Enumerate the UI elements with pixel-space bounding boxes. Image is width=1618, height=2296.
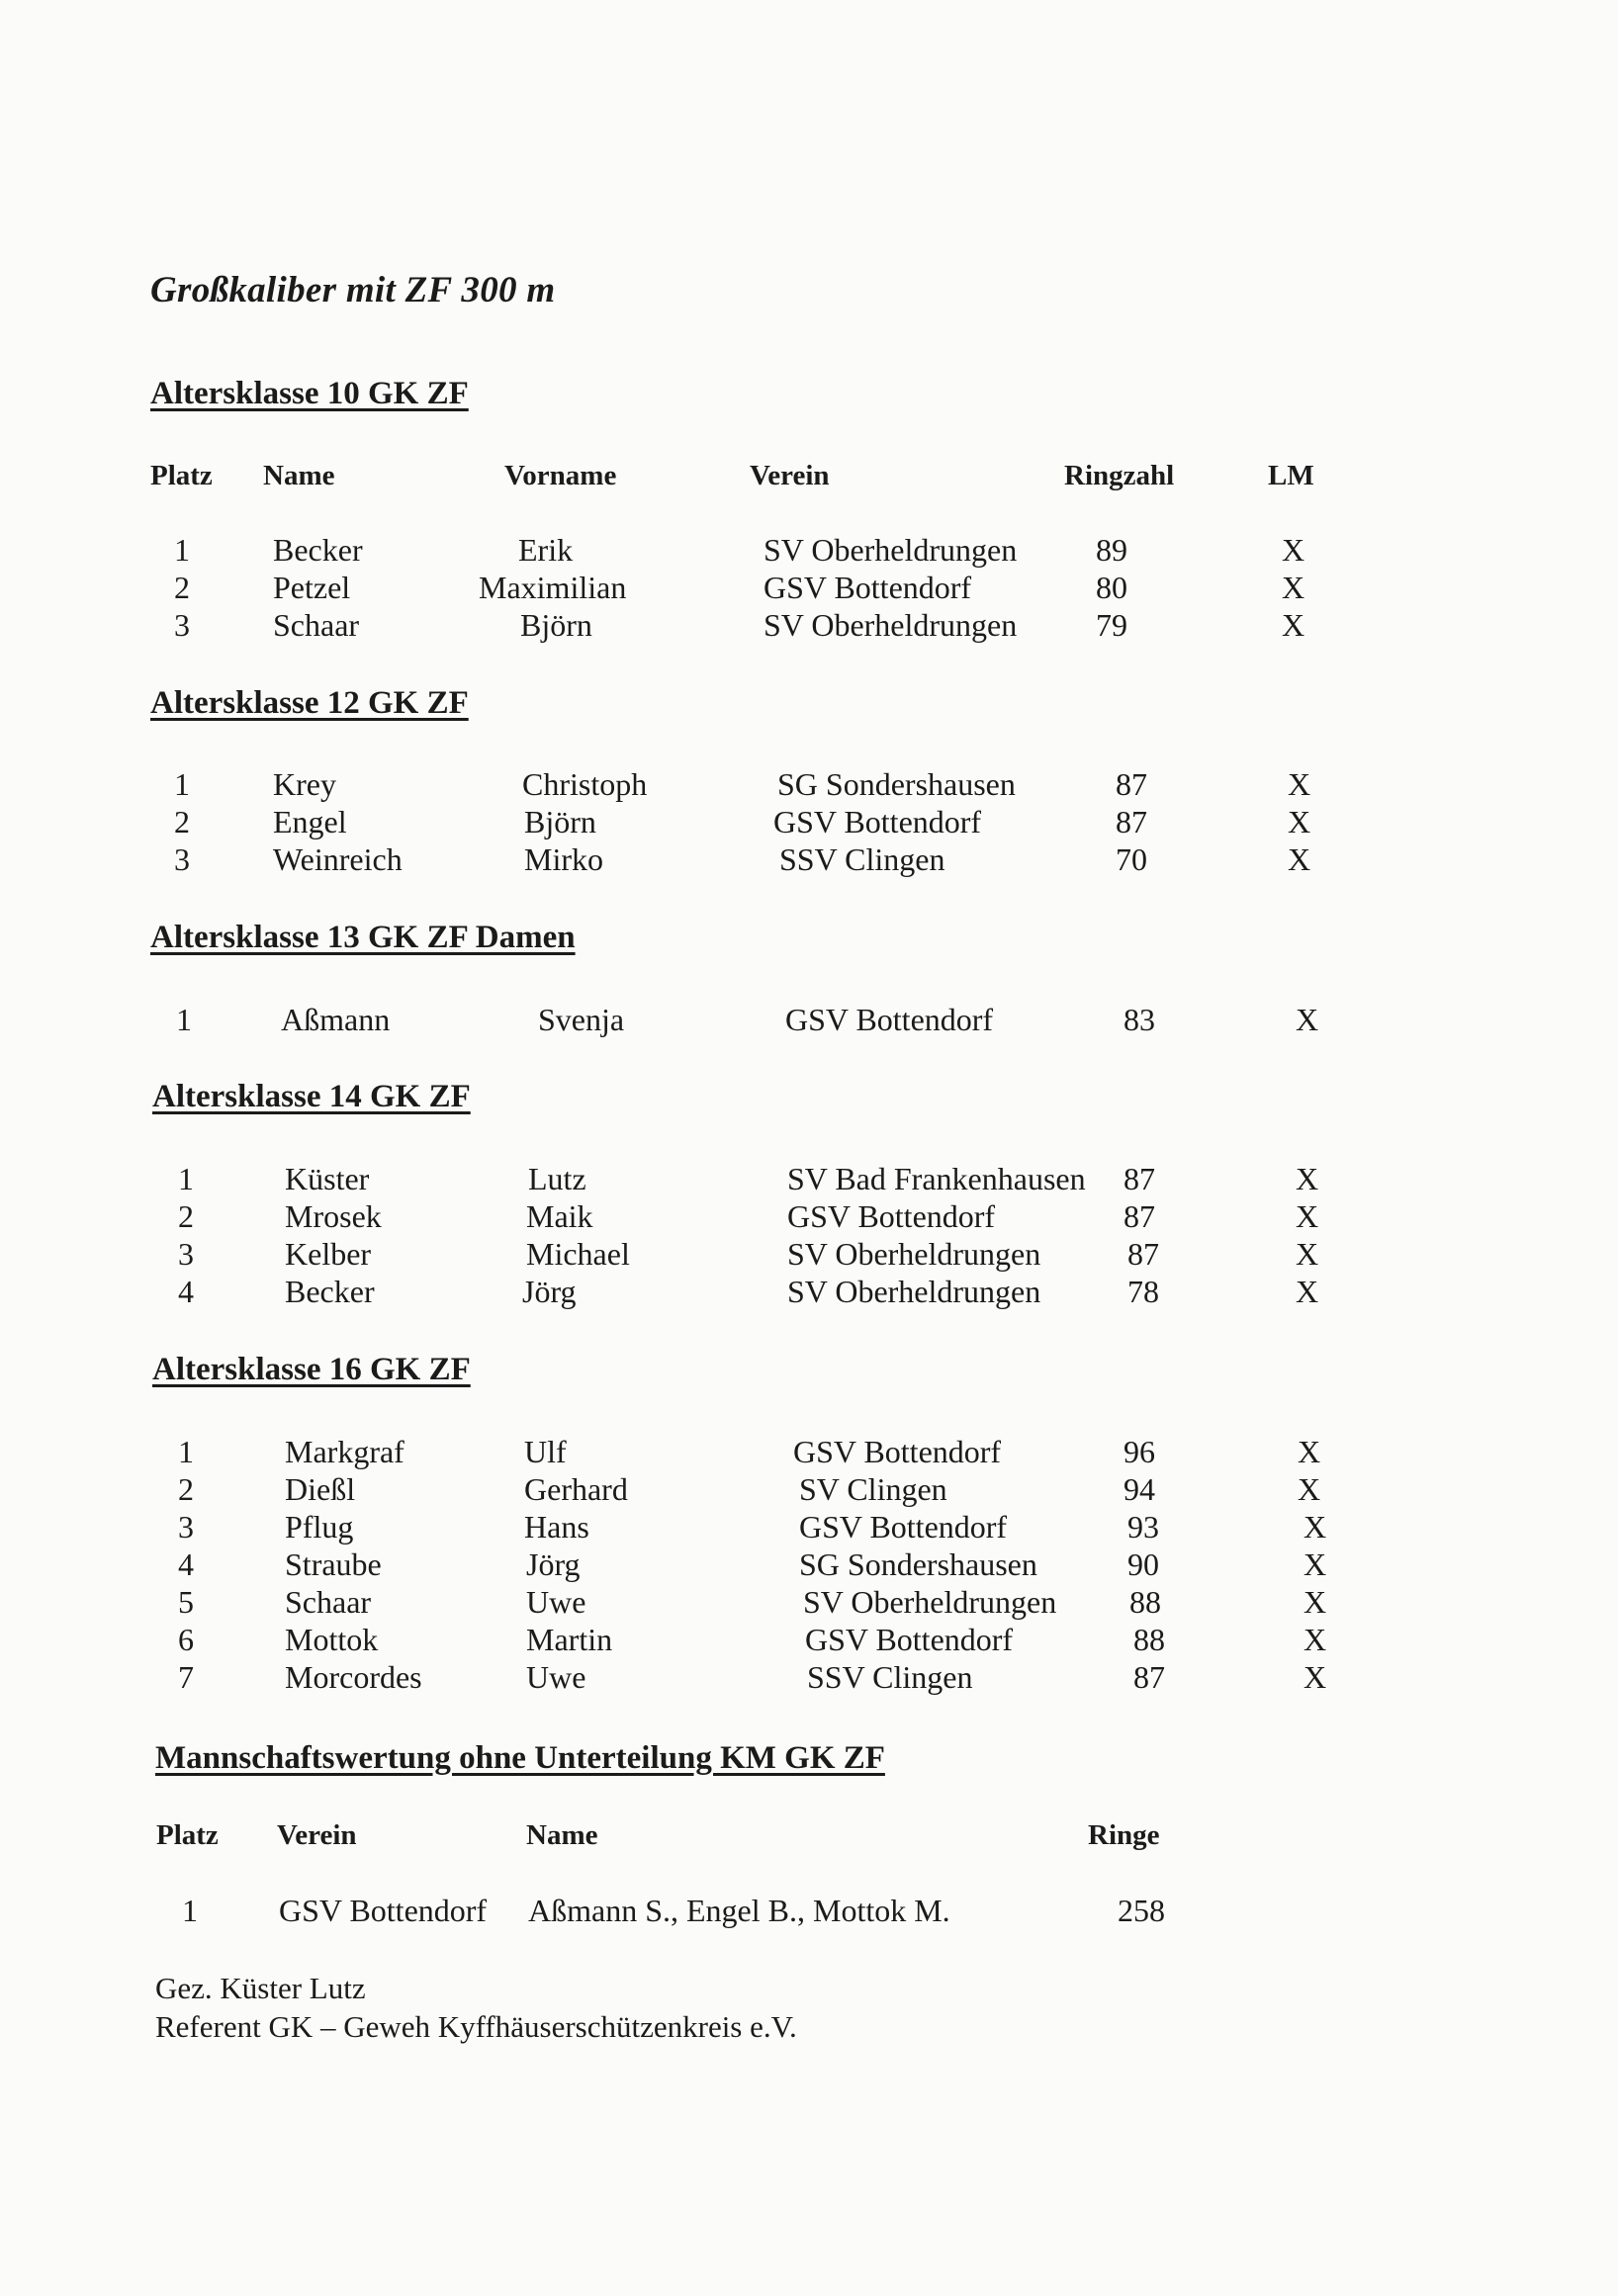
cell-name: Morcordes xyxy=(285,1659,422,1695)
cell-verein: GSV Bottendorf xyxy=(799,1509,1008,1545)
cell-ringzahl: 83 xyxy=(1124,1002,1155,1037)
cell-verein: SSV Clingen xyxy=(807,1659,973,1695)
cell-verein: SV Oberheldrungen xyxy=(787,1274,1041,1309)
section-title: Altersklasse 12 GK ZF xyxy=(150,685,469,721)
cell-name: Becker xyxy=(273,532,363,568)
cell-vorname: Björn xyxy=(524,804,596,839)
cell-lm: X xyxy=(1296,1002,1319,1037)
cell-ringzahl: 87 xyxy=(1116,804,1147,839)
cell-platz: 2 xyxy=(178,1198,194,1234)
cell-vorname: Svenja xyxy=(538,1002,625,1037)
cell-ringzahl: 94 xyxy=(1124,1471,1155,1507)
cell-name: Kelber xyxy=(285,1236,372,1272)
cell-platz: 1 xyxy=(178,1434,194,1469)
cell-lm: X xyxy=(1298,1434,1321,1469)
cell-vorname: Christoph xyxy=(522,766,648,802)
cell-vorname: Uwe xyxy=(526,1659,586,1695)
section-title: Altersklasse 16 GK ZF xyxy=(152,1352,471,1387)
cell-ringzahl: 87 xyxy=(1127,1236,1159,1272)
header-vorname: Vorname xyxy=(504,460,617,491)
header-lm: LM xyxy=(1268,460,1314,491)
cell-lm: X xyxy=(1303,1622,1327,1657)
cell-lm: X xyxy=(1296,1198,1319,1234)
cell-vorname: Jörg xyxy=(522,1274,577,1309)
cell-ringzahl: 87 xyxy=(1124,1198,1155,1234)
cell-verein: SV Oberheldrungen xyxy=(764,532,1018,568)
cell-vorname: Ulf xyxy=(524,1434,567,1469)
cell-verein: GSV Bottendorf xyxy=(787,1198,996,1234)
cell-lm: X xyxy=(1282,570,1305,605)
section-title: Altersklasse 13 GK ZF Damen xyxy=(150,920,576,955)
cell-vorname: Erik xyxy=(518,532,574,568)
cell-name: Becker xyxy=(285,1274,375,1309)
cell-ringzahl: 96 xyxy=(1124,1434,1155,1469)
cell-platz: 1 xyxy=(178,1161,194,1196)
header-ringzahl: Ringzahl xyxy=(1064,460,1175,491)
cell-verein: SV Bad Frankenhausen xyxy=(787,1161,1086,1196)
cell-ringzahl: 87 xyxy=(1133,1659,1165,1695)
signature-line: Gez. Küster Lutz xyxy=(155,1971,366,2005)
cell-verein: GSV Bottendorf xyxy=(764,570,972,605)
cell-platz: 5 xyxy=(178,1584,194,1620)
cell-ringzahl: 87 xyxy=(1124,1161,1155,1196)
team-section-title: Mannschaftswertung ohne Unterteilung KM GK ZF xyxy=(155,1740,885,1776)
cell-name: Weinreich xyxy=(273,841,403,877)
team-header-platz: Platz xyxy=(156,1819,219,1851)
cell-verein: SG Sondershausen xyxy=(799,1546,1037,1582)
cell-vorname: Gerhard xyxy=(524,1471,628,1507)
cell-lm: X xyxy=(1296,1274,1319,1309)
cell-name: Mrosek xyxy=(285,1198,382,1234)
cell-lm: X xyxy=(1303,1546,1327,1582)
cell-platz: 3 xyxy=(178,1509,194,1545)
cell-name: Straube xyxy=(285,1546,382,1582)
cell-platz: 6 xyxy=(178,1622,194,1657)
cell-platz: 7 xyxy=(178,1659,194,1695)
cell-ringzahl: 89 xyxy=(1096,532,1127,568)
team-header-name: Name xyxy=(526,1819,598,1851)
cell-platz: 2 xyxy=(174,804,190,839)
cell-vorname: Björn xyxy=(520,607,592,643)
team-cell-name: Aßmann S., Engel B., Mottok M. xyxy=(528,1893,950,1928)
document-title: Großkaliber mit ZF 300 m xyxy=(150,270,556,310)
cell-verein: GSV Bottendorf xyxy=(773,804,982,839)
cell-lm: X xyxy=(1282,607,1305,643)
cell-lm: X xyxy=(1303,1659,1327,1695)
cell-vorname: Uwe xyxy=(526,1584,586,1620)
cell-ringzahl: 80 xyxy=(1096,570,1127,605)
team-header-verein: Verein xyxy=(277,1819,357,1851)
cell-name: Markgraf xyxy=(285,1434,404,1469)
cell-vorname: Jörg xyxy=(526,1546,581,1582)
cell-vorname: Mirko xyxy=(524,841,603,877)
section-title: Altersklasse 10 GK ZF xyxy=(150,376,469,411)
cell-vorname: Martin xyxy=(526,1622,613,1657)
cell-platz: 2 xyxy=(178,1471,194,1507)
cell-name: Krey xyxy=(273,766,336,802)
section-title: Altersklasse 14 GK ZF xyxy=(152,1079,471,1114)
cell-lm: X xyxy=(1282,532,1305,568)
cell-verein: GSV Bottendorf xyxy=(805,1622,1014,1657)
cell-platz: 3 xyxy=(178,1236,194,1272)
cell-verein: SV Oberheldrungen xyxy=(764,607,1018,643)
cell-ringzahl: 70 xyxy=(1116,841,1147,877)
cell-lm: X xyxy=(1296,1236,1319,1272)
referent-line: Referent GK – Geweh Kyffhäuserschützenkreis e.V. xyxy=(155,2009,797,2044)
cell-ringzahl: 79 xyxy=(1096,607,1127,643)
cell-platz: 2 xyxy=(174,570,190,605)
cell-lm: X xyxy=(1303,1509,1327,1545)
cell-name: Petzel xyxy=(273,570,351,605)
cell-name: Schaar xyxy=(285,1584,372,1620)
header-platz: Platz xyxy=(150,460,213,491)
cell-verein: SSV Clingen xyxy=(779,841,945,877)
cell-platz: 4 xyxy=(178,1274,194,1309)
cell-vorname: Hans xyxy=(524,1509,589,1545)
cell-vorname: Lutz xyxy=(528,1161,586,1196)
cell-ringzahl: 93 xyxy=(1127,1509,1159,1545)
cell-lm: X xyxy=(1298,1471,1321,1507)
cell-platz: 1 xyxy=(176,1002,192,1037)
cell-ringzahl: 78 xyxy=(1127,1274,1159,1309)
cell-ringzahl: 90 xyxy=(1127,1546,1159,1582)
team-cell-verein: GSV Bottendorf xyxy=(279,1893,488,1928)
cell-name: Aßmann xyxy=(281,1002,391,1037)
cell-platz: 1 xyxy=(174,766,190,802)
cell-lm: X xyxy=(1303,1584,1327,1620)
cell-verein: SV Oberheldrungen xyxy=(787,1236,1041,1272)
cell-verein: SG Sondershausen xyxy=(777,766,1016,802)
cell-verein: SV Oberheldrungen xyxy=(803,1584,1057,1620)
cell-verein: GSV Bottendorf xyxy=(785,1002,994,1037)
cell-ringzahl: 88 xyxy=(1129,1584,1161,1620)
cell-lm: X xyxy=(1288,841,1311,877)
cell-vorname: Michael xyxy=(526,1236,630,1272)
header-name: Name xyxy=(263,460,335,491)
cell-vorname: Maik xyxy=(526,1198,593,1234)
cell-name: Küster xyxy=(285,1161,370,1196)
cell-lm: X xyxy=(1288,766,1311,802)
header-verein: Verein xyxy=(750,460,830,491)
team-header-ringe: Ringe xyxy=(1088,1819,1160,1851)
cell-platz: 3 xyxy=(174,607,190,643)
cell-name: Mottok xyxy=(285,1622,379,1657)
cell-vorname: Maximilian xyxy=(479,570,627,605)
cell-platz: 4 xyxy=(178,1546,194,1582)
cell-verein: GSV Bottendorf xyxy=(793,1434,1002,1469)
cell-lm: X xyxy=(1296,1161,1319,1196)
team-cell-ringe: 258 xyxy=(1118,1893,1165,1928)
cell-name: Engel xyxy=(273,804,347,839)
cell-lm: X xyxy=(1288,804,1311,839)
cell-name: Pflug xyxy=(285,1509,354,1545)
cell-ringzahl: 87 xyxy=(1116,766,1147,802)
cell-ringzahl: 88 xyxy=(1133,1622,1165,1657)
cell-verein: SV Clingen xyxy=(799,1471,947,1507)
cell-platz: 3 xyxy=(174,841,190,877)
cell-platz: 1 xyxy=(174,532,190,568)
cell-name: Dießl xyxy=(285,1471,356,1507)
team-cell-platz: 1 xyxy=(182,1893,198,1928)
cell-name: Schaar xyxy=(273,607,360,643)
